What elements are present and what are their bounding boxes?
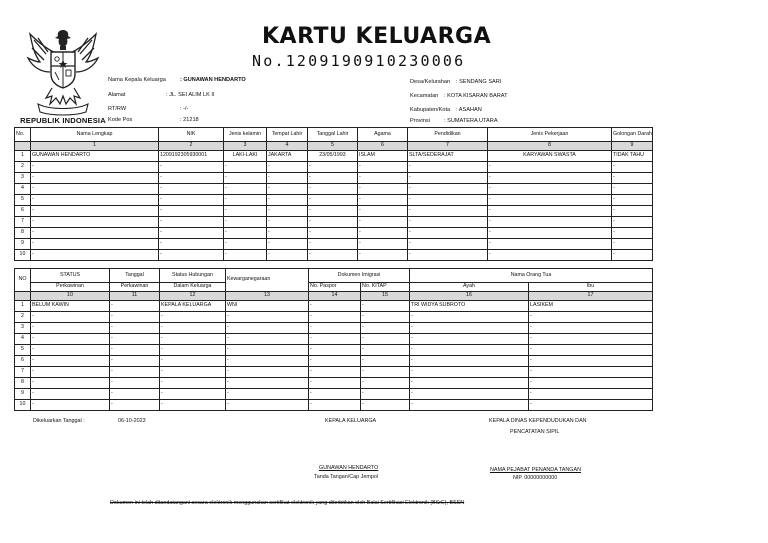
col-header: Kewarganegaraan [226,269,309,292]
col-number: 14 [309,292,361,301]
table-cell: - [31,356,110,367]
table-cell: - [309,378,361,389]
table-cell: - [488,195,612,206]
info-label: Kabupaten/Kota [410,107,451,113]
table-cell: TIDAK TAHU [612,151,653,162]
table-cell: - [160,345,226,356]
info-value: : GUNAWAN HENDARTO [180,77,246,83]
table-cell: - [160,367,226,378]
table-row [15,184,653,195]
table-cell: - [110,323,160,334]
table-cell: - [408,239,488,250]
info-label: Nama Kepala Keluarga [108,77,166,83]
table-cell: - [358,228,408,239]
table-cell: - [308,228,358,239]
table-cell: - [529,356,653,367]
info-value: : 21218 [180,117,199,123]
table-cell: - [410,323,529,334]
col-number: 10 [31,292,110,301]
info-label: RT/RW [108,106,127,112]
table-cell: - [612,173,653,184]
table-cell: - [408,173,488,184]
table-cell: - [31,184,159,195]
table-cell: - [159,184,224,195]
table-cell: - [160,400,226,411]
column-number-row [15,292,653,301]
table-cell: - [358,206,408,217]
table-header-row [15,283,653,292]
table-cell: - [110,400,160,411]
table-cell: - [159,195,224,206]
table-cell: - [267,195,308,206]
table-cell: - [410,334,529,345]
col-number: 2 [159,142,224,151]
table-cell: - [31,217,159,228]
col-number: 13 [226,292,309,301]
emblem-caption: REPUBLIK INDONESIA [20,116,106,125]
info-label: Kecamatan [410,93,439,99]
table-cell: - [224,217,267,228]
table-cell: 8 [15,378,31,389]
table-cell: TRI WIDYA SUBROTO [410,301,529,312]
info-value: : JL. SEI ALIM LK II [166,92,215,98]
table-cell: 23/05/1993 [308,151,358,162]
table-cell: - [31,378,110,389]
table-cell: - [308,162,358,173]
table-cell: JAKARTA [267,151,308,162]
col-header: Tanggal [110,269,160,283]
table-cell: - [31,367,110,378]
table-cell: - [410,378,529,389]
table-cell: - [160,378,226,389]
table-cell: - [267,206,308,217]
table-cell: - [308,195,358,206]
table-cell: - [226,389,309,400]
col-header: No. [15,128,31,142]
table-cell: 10 [15,250,31,261]
col-header: Perkawinan [110,283,160,292]
col-number: 12 [160,292,226,301]
table-cell: - [529,400,653,411]
table-cell: - [159,173,224,184]
issued-label: Dikeluarkan Tanggal : [33,418,85,424]
table-cell: - [410,389,529,400]
table-cell: - [529,323,653,334]
table-cell: - [488,162,612,173]
table-cell: - [309,301,361,312]
table-cell: - [358,217,408,228]
table-cell: - [410,312,529,323]
table-cell: - [224,228,267,239]
info-value: : -/- [180,106,189,112]
col-number: 1 [31,142,159,151]
table-cell: WNI [226,301,309,312]
table-cell: - [226,378,309,389]
col-number: 16 [410,292,529,301]
table-cell: 5 [15,345,31,356]
table-cell: - [267,239,308,250]
table-row [15,367,653,378]
col-header: Pendidikan [408,128,488,142]
table-cell: - [361,334,410,345]
table-cell: - [612,239,653,250]
table-cell: - [529,312,653,323]
table-cell: - [408,228,488,239]
table-row [15,206,653,217]
table-cell: - [31,389,110,400]
document-number: No.1209190910230006 [252,52,466,70]
table-cell: - [358,184,408,195]
table-cell: - [410,345,529,356]
table-cell: - [224,184,267,195]
table-cell: 4 [15,184,31,195]
table-cell: - [308,217,358,228]
table-cell: 3 [15,173,31,184]
col-number: 3 [224,142,267,151]
table-cell: - [31,173,159,184]
table-cell: - [309,367,361,378]
family-status-table [14,268,653,411]
electronic-signature-note: Dokumen ini telah ditandatangani secara elektronik menggunakan sertifikat elektronik yang diterbitkan oleh Balai Sertifikasi Elektronik (BSrE), BSSN [110,500,465,506]
table-cell: - [224,195,267,206]
table-cell: - [308,239,358,250]
table-cell: - [226,345,309,356]
table-row [15,345,653,356]
table-row [15,301,653,312]
table-cell: - [488,217,612,228]
table-cell: - [224,206,267,217]
table-cell: - [361,367,410,378]
table-cell: - [308,173,358,184]
col-header: Ibu [529,283,653,292]
col-header: NIK [159,128,224,142]
col-header: Status Hubungan [160,269,226,283]
col-header: NO [15,269,31,292]
table-cell: - [308,250,358,261]
table-cell: - [267,250,308,261]
table-cell: LAKI-LAKI [224,151,267,162]
col-number: 15 [361,292,410,301]
table-cell: 1 [15,151,31,162]
table-cell: - [408,184,488,195]
kepala-keluarga-label: KEPALA KELUARGA [325,418,377,424]
col-header: Tempat Lahir [267,128,308,142]
table-cell: - [529,367,653,378]
table-cell: - [226,367,309,378]
table-cell: - [408,162,488,173]
table-row [15,195,653,206]
table-cell: - [267,228,308,239]
table-cell: SLTA/SEDERAJAT [408,151,488,162]
issued-date: 06-10-2023 [118,418,146,424]
table-cell: - [31,345,110,356]
table-cell: - [529,378,653,389]
table-cell: - [488,206,612,217]
table-cell: - [267,184,308,195]
table-row [15,334,653,345]
table-cell: - [410,367,529,378]
dinas-label-line2: PENCATATAN SIPIL [510,429,560,435]
table-cell: - [361,323,410,334]
table-cell: - [110,389,160,400]
col-header: Dalam Keluarga [160,283,226,292]
table-cell: - [31,239,159,250]
col-header: Jenis Pekerjaan [488,128,612,142]
table-row [15,162,653,173]
table-cell: - [361,400,410,411]
table-cell: - [110,356,160,367]
table-cell: - [159,217,224,228]
table-cell: - [226,334,309,345]
info-value: : ASAHAN [456,107,482,113]
table-cell: - [31,400,110,411]
table-cell: GUNAWAN HENDARTO [31,151,159,162]
col-header: No. KITAP [361,283,410,292]
table-cell: - [110,378,160,389]
table-cell: 2 [15,312,31,323]
table-cell: - [224,173,267,184]
table-row [15,400,653,411]
info-label: Desa/Kelurahan [410,79,451,85]
info-label: Provinsi [410,118,430,124]
signature-caption: Tanda Tangan/Cap Jempol [314,474,379,480]
table-cell: - [224,250,267,261]
table-cell: 2 [15,162,31,173]
document-title: KARTU KELUARGA [262,24,492,49]
col-number: 11 [110,292,160,301]
col-header: Nama Lengkap [31,128,159,142]
table-cell: - [159,250,224,261]
table-cell: - [529,334,653,345]
table-row [15,173,653,184]
table-row [15,151,653,162]
table-cell: - [309,400,361,411]
table-cell: - [308,184,358,195]
col-header: Nama Orang Tua [410,269,653,283]
table-cell: - [529,389,653,400]
table-row [15,323,653,334]
table-cell: - [159,239,224,250]
table-cell: - [361,301,410,312]
table-cell: - [529,345,653,356]
table-cell: 6 [15,206,31,217]
col-header: Agama [358,128,408,142]
table-cell: 7 [15,367,31,378]
table-cell: - [160,312,226,323]
table-cell: - [160,389,226,400]
info-value: : SENDANG SARI [456,79,502,85]
table-cell: KEPALA KELUARGA [160,301,226,312]
table-row [15,378,653,389]
table-cell: - [226,312,309,323]
table-cell: 4 [15,334,31,345]
col-header: Tanggal Lahir [308,128,358,142]
table-cell: - [110,301,160,312]
table-row [15,239,653,250]
table-cell: - [408,250,488,261]
table-cell: 9 [15,239,31,250]
col-number: 6 [358,142,408,151]
table-cell: - [612,162,653,173]
table-cell: - [612,206,653,217]
table-cell: - [309,345,361,356]
table-cell: 8 [15,228,31,239]
table-cell: - [31,323,110,334]
table-cell: 1209192305930001 [159,151,224,162]
table-cell: - [408,206,488,217]
table-cell: 1 [15,301,31,312]
table-cell: - [110,334,160,345]
col-number: 4 [267,142,308,151]
table-cell: 3 [15,323,31,334]
info-value: : SUMATERA UTARA [444,118,498,124]
table-cell: - [31,312,110,323]
table-cell: - [267,173,308,184]
table-cell: - [358,239,408,250]
table-cell: - [361,389,410,400]
table-cell: - [309,323,361,334]
table-cell: - [110,312,160,323]
table-cell: - [361,345,410,356]
family-members-table [14,127,653,261]
table-row [15,250,653,261]
table-row [15,228,653,239]
table-cell: - [31,250,159,261]
table-cell: - [361,378,410,389]
table-cell: - [31,228,159,239]
col-header: Dokumen Imigrasi [309,269,410,283]
table-cell: - [488,228,612,239]
table-cell: - [31,334,110,345]
table-cell: - [267,162,308,173]
table-cell: - [224,162,267,173]
table-cell: ISLAM [358,151,408,162]
col-number: 7 [408,142,488,151]
info-value: : KOTA KISARAN BARAT [444,93,508,99]
table-cell: - [410,356,529,367]
table-header-row [15,128,653,142]
table-row [15,217,653,228]
table-cell: LASIKEM [529,301,653,312]
table-cell: - [612,195,653,206]
table-cell: - [488,239,612,250]
table-cell: BELUM KAWIN [31,301,110,312]
table-cell: - [160,356,226,367]
table-cell: - [361,312,410,323]
table-cell: - [488,184,612,195]
table-row [15,312,653,323]
table-cell: 9 [15,389,31,400]
table-cell: - [226,356,309,367]
info-label: Kode Pos [108,117,133,123]
table-row [15,389,653,400]
table-cell: - [612,228,653,239]
table-cell: - [31,162,159,173]
dinas-label-line1: KEPALA DINAS KEPENDUDUKAN DAN [489,418,587,424]
garuda-emblem-icon [22,24,104,116]
table-cell: - [159,206,224,217]
table-cell: - [309,389,361,400]
table-cell: - [159,228,224,239]
col-header: Ayah [410,283,529,292]
table-cell: - [159,162,224,173]
table-cell: - [410,400,529,411]
pejabat-name: NAMA PEJABAT PENANDA TANGAN [490,467,581,473]
table-cell: - [224,239,267,250]
kepala-keluarga-name: GUNAWAN HENDARTO [319,465,379,471]
col-header: No. Paspor [309,283,361,292]
table-cell: - [488,250,612,261]
col-header: Perkawinan [31,283,110,292]
table-cell: - [160,334,226,345]
table-cell: - [309,312,361,323]
table-cell: - [110,367,160,378]
table-cell: - [309,334,361,345]
table-cell: KARYAWAN SWASTA [488,151,612,162]
table-cell: - [488,173,612,184]
table-cell: 10 [15,400,31,411]
table-cell: - [110,345,160,356]
col-number: 5 [308,142,358,151]
table-cell: - [612,217,653,228]
table-cell: - [612,184,653,195]
table-cell: - [408,195,488,206]
table-cell: - [309,356,361,367]
info-label: Alamat [108,92,126,98]
table-cell: - [358,195,408,206]
table-cell: - [358,250,408,261]
table-cell: - [31,195,159,206]
table-cell: 5 [15,195,31,206]
table-cell: - [408,217,488,228]
col-header: STATUS [31,269,110,283]
table-cell: - [308,206,358,217]
table-cell: - [267,217,308,228]
col-number: 8 [488,142,612,151]
table-cell: - [31,206,159,217]
table-cell: - [358,173,408,184]
table-cell: - [226,323,309,334]
col-number: 9 [612,142,653,151]
table-cell: - [612,250,653,261]
col-header: Jenis kelamin [224,128,267,142]
col-header: Golongan Darah [612,128,653,142]
table-header-row [15,269,653,283]
table-cell: 6 [15,356,31,367]
table-row [15,356,653,367]
table-cell: 7 [15,217,31,228]
table-cell: - [361,356,410,367]
table-cell: - [160,323,226,334]
col-number [15,142,31,151]
col-number [15,292,31,301]
column-number-row [15,142,653,151]
table-cell: - [226,400,309,411]
col-number: 17 [529,292,653,301]
table-cell: - [358,162,408,173]
pejabat-nip: NIP. 00000000000 [513,475,558,481]
